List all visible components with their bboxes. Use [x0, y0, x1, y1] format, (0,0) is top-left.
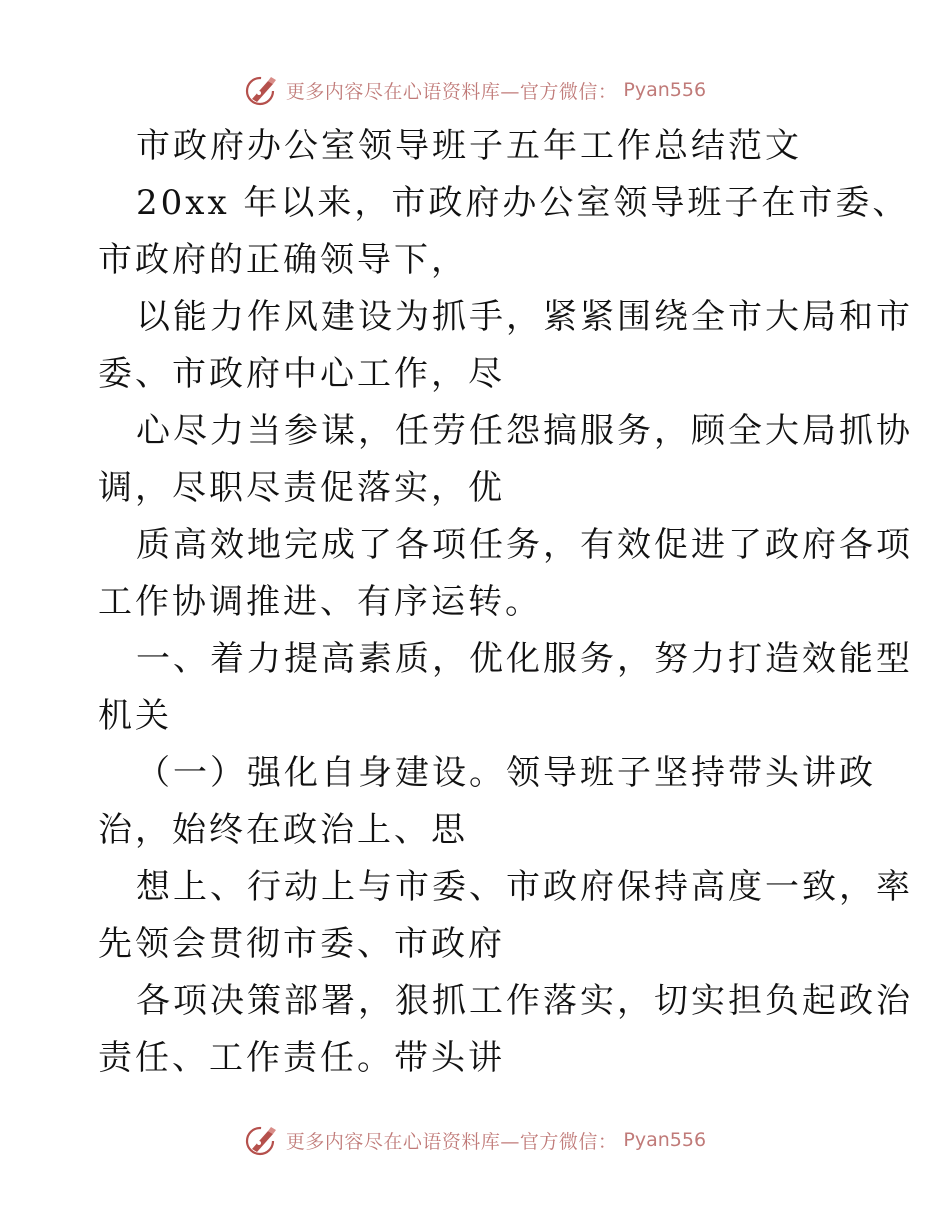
text-line: 以能力作风建设为抓手，紧紧围绕全市大局和市 — [136, 297, 913, 337]
text-line: 市政府的正确领导下， — [98, 240, 468, 280]
text-line: 想上、行动上与市委、市政府保持高度一致，率 — [136, 867, 913, 907]
text-line: 20xx 年以来，市政府办公室领导班子在市委、 — [136, 183, 910, 223]
text-line: 先领会贯彻市委、市政府 — [98, 924, 505, 964]
section-heading-continued: 机关 — [98, 696, 172, 736]
text-line: 心尽力当参谋，任劳任怨搞服务，顾全大局抓协 — [136, 411, 913, 451]
watermark-text: 更多内容尽在心语资料库—官方微信： — [285, 1130, 618, 1153]
pen-logo-icon — [244, 72, 280, 108]
watermark-header — [0, 70, 950, 110]
watermark-text: 更多内容尽在心语资料库—官方微信： — [285, 80, 618, 103]
watermark-account: Pyan556 — [623, 1129, 707, 1151]
text-line: 各项决策部署，狠抓工作落实，切实担负起政治 — [136, 981, 913, 1021]
document-title: 市政府办公室领导班子五年工作总结范文 — [136, 126, 802, 166]
pen-logo-icon — [244, 1122, 280, 1158]
subsection-heading: （一）强化自身建设。领导班子坚持带头讲政 — [136, 753, 876, 793]
section-heading: 一、着力提高素质，优化服务，努力打造效能型 — [136, 639, 913, 679]
document-body — [98, 118, 913, 1087]
watermark-account: Pyan556 — [623, 79, 707, 101]
text-line: 工作协调推进、有序运转。 — [98, 582, 542, 622]
text-line: 治，始终在政治上、思 — [98, 810, 468, 850]
text-line: 质高效地完成了各项任务，有效促进了政府各项 — [136, 525, 913, 565]
text-line: 委、市政府中心工作，尽 — [98, 354, 505, 394]
text-line: 责任、工作责任。带头讲 — [98, 1038, 505, 1078]
watermark-footer — [0, 1120, 950, 1160]
text-line: 调，尽职尽责促落实，优 — [98, 468, 505, 508]
